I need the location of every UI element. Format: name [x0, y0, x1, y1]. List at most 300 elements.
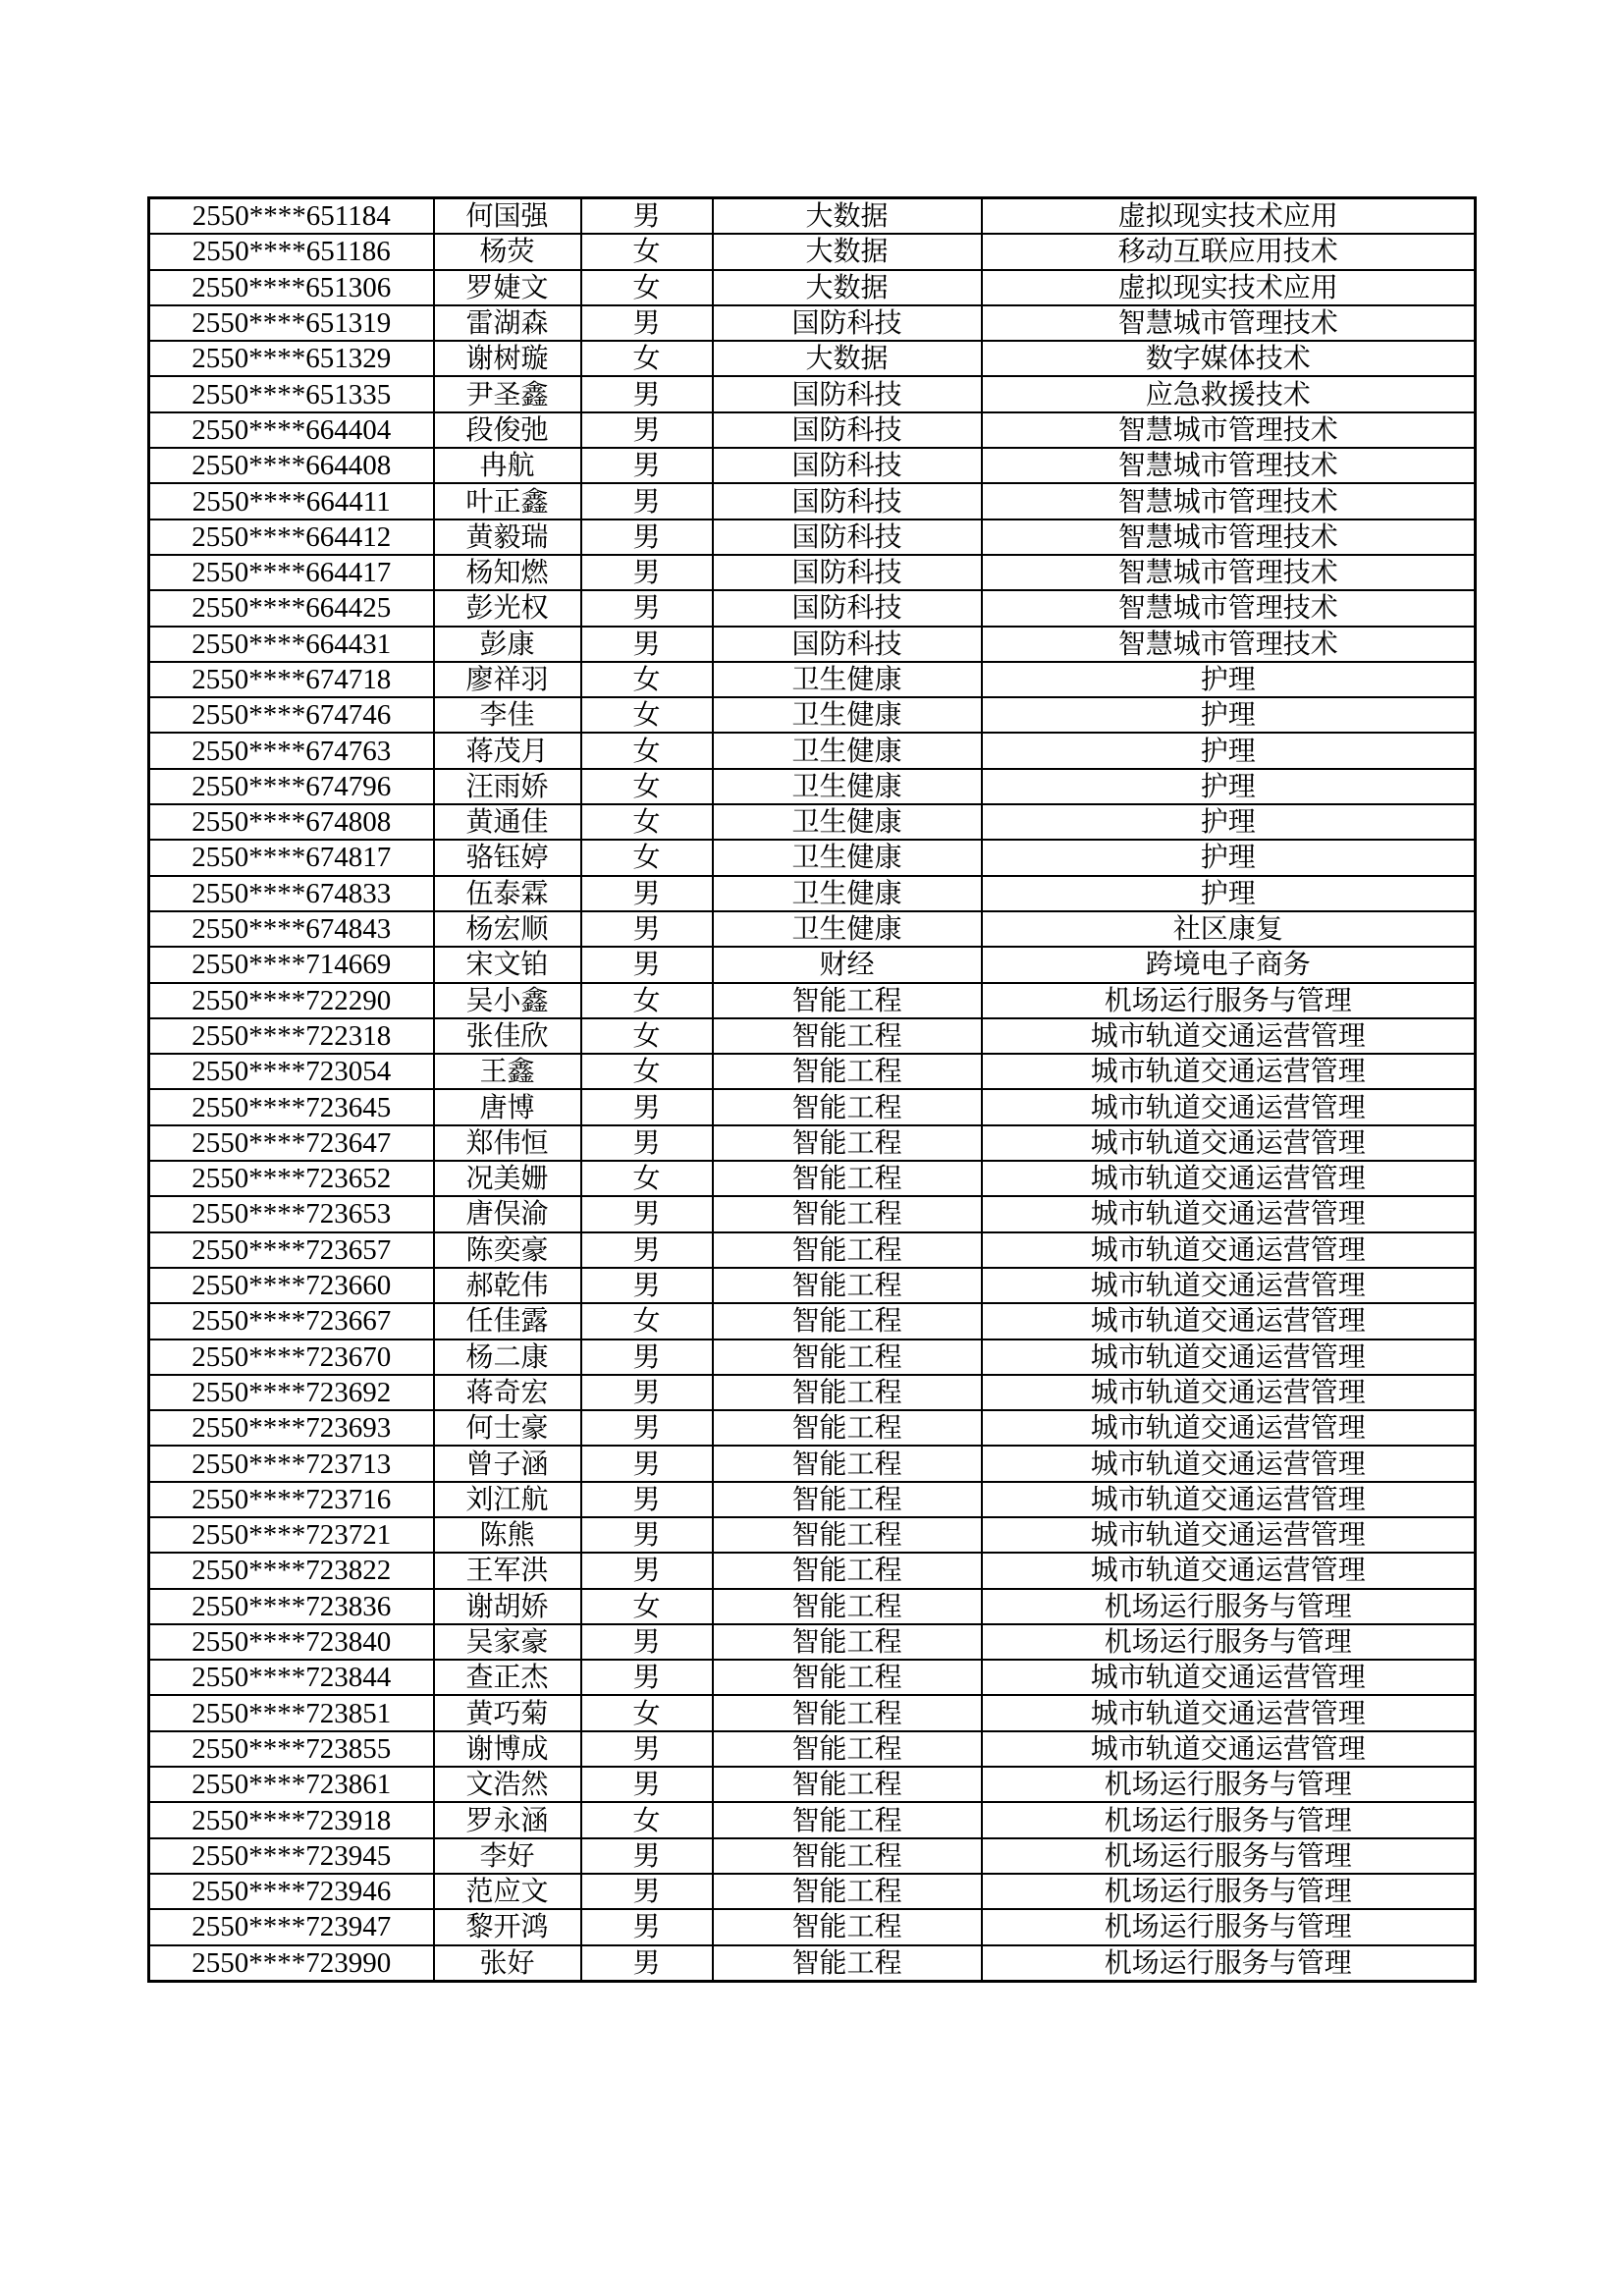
department-cell: 智能工程: [713, 1731, 982, 1767]
student-name-cell: 伍泰霖: [434, 876, 581, 911]
department-cell: 国防科技: [713, 627, 982, 662]
table-row: [149, 1624, 1476, 1660]
table-row: [149, 662, 1476, 697]
department-cell: 智能工程: [713, 1945, 982, 1982]
gender-cell: 女: [581, 733, 713, 768]
major-cell: 护理: [982, 769, 1476, 804]
student-name-cell: 雷湖森: [434, 305, 581, 341]
student-name-cell: 尹圣鑫: [434, 376, 581, 411]
major-cell: 城市轨道交通运营管理: [982, 1339, 1476, 1375]
gender-cell: 女: [581, 840, 713, 875]
student-id-cell: 2550****722318: [149, 1018, 434, 1054]
student-name-cell: 谢胡娇: [434, 1589, 581, 1624]
table-row: [149, 1089, 1476, 1124]
gender-cell: 男: [581, 1125, 713, 1161]
gender-cell: 女: [581, 1018, 713, 1054]
student-id-cell: 2550****723713: [149, 1446, 434, 1481]
major-cell: 数字媒体技术: [982, 341, 1476, 376]
department-cell: 智能工程: [713, 1125, 982, 1161]
department-cell: 智能工程: [713, 1054, 982, 1089]
major-cell: 智慧城市管理技术: [982, 483, 1476, 519]
table-row: [149, 983, 1476, 1018]
major-cell: 城市轨道交通运营管理: [982, 1018, 1476, 1054]
table-row: [149, 1482, 1476, 1517]
department-cell: 智能工程: [713, 1196, 982, 1231]
student-name-cell: 唐俣渝: [434, 1196, 581, 1231]
department-cell: 智能工程: [713, 1624, 982, 1660]
gender-cell: 男: [581, 412, 713, 448]
student-id-cell: 2550****723692: [149, 1375, 434, 1410]
major-cell: 城市轨道交通运营管理: [982, 1375, 1476, 1410]
student-name-cell: 彭光权: [434, 590, 581, 626]
department-cell: 智能工程: [713, 1446, 982, 1481]
student-id-cell: 2550****722290: [149, 983, 434, 1018]
student-name-cell: 王军洪: [434, 1553, 581, 1588]
table-row: [149, 1695, 1476, 1730]
gender-cell: 男: [581, 1446, 713, 1481]
table-row: [149, 1303, 1476, 1339]
major-cell: 城市轨道交通运营管理: [982, 1089, 1476, 1124]
gender-cell: 男: [581, 1375, 713, 1410]
department-cell: 国防科技: [713, 376, 982, 411]
gender-cell: 女: [581, 1303, 713, 1339]
gender-cell: 男: [581, 1196, 713, 1231]
table-row: [149, 947, 1476, 982]
gender-cell: 女: [581, 1802, 713, 1837]
table-row: [149, 1161, 1476, 1196]
department-cell: 智能工程: [713, 1517, 982, 1553]
major-cell: 移动互联应用技术: [982, 234, 1476, 269]
student-id-cell: 2550****723670: [149, 1339, 434, 1375]
student-name-cell: 蒋茂月: [434, 733, 581, 768]
student-name-cell: 何士豪: [434, 1410, 581, 1446]
table-row: [149, 412, 1476, 448]
gender-cell: 男: [581, 519, 713, 555]
department-cell: 大数据: [713, 270, 982, 305]
major-cell: 社区康复: [982, 911, 1476, 947]
table-row: [149, 840, 1476, 875]
student-name-cell: 郑伟恒: [434, 1125, 581, 1161]
major-cell: 机场运行服务与管理: [982, 1909, 1476, 1944]
major-cell: 城市轨道交通运营管理: [982, 1054, 1476, 1089]
student-id-cell: 2550****723918: [149, 1802, 434, 1837]
department-cell: 国防科技: [713, 519, 982, 555]
table-row: [149, 1589, 1476, 1624]
student-id-cell: 2550****664431: [149, 627, 434, 662]
major-cell: 护理: [982, 662, 1476, 697]
gender-cell: 女: [581, 983, 713, 1018]
major-cell: 机场运行服务与管理: [982, 983, 1476, 1018]
student-name-cell: 骆钰婷: [434, 840, 581, 875]
major-cell: 机场运行服务与管理: [982, 1874, 1476, 1909]
major-cell: 机场运行服务与管理: [982, 1802, 1476, 1837]
student-id-cell: 2550****674763: [149, 733, 434, 768]
gender-cell: 男: [581, 1410, 713, 1446]
major-cell: 智慧城市管理技术: [982, 448, 1476, 483]
table-row: [149, 448, 1476, 483]
student-id-cell: 2550****674817: [149, 840, 434, 875]
major-cell: 护理: [982, 804, 1476, 840]
department-cell: 智能工程: [713, 1303, 982, 1339]
department-cell: 国防科技: [713, 590, 982, 626]
student-name-cell: 蒋奇宏: [434, 1375, 581, 1410]
gender-cell: 女: [581, 234, 713, 269]
department-cell: 智能工程: [713, 1767, 982, 1802]
student-id-cell: 2550****723054: [149, 1054, 434, 1089]
student-name-cell: 杨二康: [434, 1339, 581, 1375]
student-id-cell: 2550****674833: [149, 876, 434, 911]
gender-cell: 男: [581, 555, 713, 590]
table-row: [149, 876, 1476, 911]
major-cell: 城市轨道交通运营管理: [982, 1553, 1476, 1588]
department-cell: 智能工程: [713, 1802, 982, 1837]
department-cell: 卫生健康: [713, 733, 982, 768]
major-cell: 城市轨道交通运营管理: [982, 1410, 1476, 1446]
gender-cell: 女: [581, 1695, 713, 1730]
student-name-cell: 李好: [434, 1838, 581, 1874]
roster-body: [149, 198, 1476, 1982]
department-cell: 大数据: [713, 198, 982, 235]
student-id-cell: 2550****723716: [149, 1482, 434, 1517]
student-id-cell: 2550****651306: [149, 270, 434, 305]
table-row: [149, 1018, 1476, 1054]
student-id-cell: 2550****723652: [149, 1161, 434, 1196]
student-name-cell: 黄巧菊: [434, 1695, 581, 1730]
table-row: [149, 769, 1476, 804]
student-name-cell: 黄通佳: [434, 804, 581, 840]
student-id-cell: 2550****723840: [149, 1624, 434, 1660]
table-row: [149, 341, 1476, 376]
table-row: [149, 305, 1476, 341]
student-name-cell: 段俊弛: [434, 412, 581, 448]
major-cell: 机场运行服务与管理: [982, 1624, 1476, 1660]
major-cell: 跨境电子商务: [982, 947, 1476, 982]
department-cell: 大数据: [713, 234, 982, 269]
table-row: [149, 590, 1476, 626]
major-cell: 智慧城市管理技术: [982, 627, 1476, 662]
student-name-cell: 谢博成: [434, 1731, 581, 1767]
student-id-cell: 2550****674808: [149, 804, 434, 840]
gender-cell: 男: [581, 376, 713, 411]
table-row: [149, 555, 1476, 590]
student-id-cell: 2550****664408: [149, 448, 434, 483]
student-id-cell: 2550****723645: [149, 1089, 434, 1124]
student-name-cell: 宋文铂: [434, 947, 581, 982]
student-id-cell: 2550****723844: [149, 1660, 434, 1695]
table-row: [149, 1375, 1476, 1410]
department-cell: 智能工程: [713, 1695, 982, 1730]
major-cell: 智慧城市管理技术: [982, 305, 1476, 341]
major-cell: 城市轨道交通运营管理: [982, 1731, 1476, 1767]
department-cell: 智能工程: [713, 1874, 982, 1909]
department-cell: 财经: [713, 947, 982, 982]
student-id-cell: 2550****714669: [149, 947, 434, 982]
major-cell: 机场运行服务与管理: [982, 1767, 1476, 1802]
gender-cell: 女: [581, 1161, 713, 1196]
table-row: [149, 1838, 1476, 1874]
gender-cell: 男: [581, 1945, 713, 1982]
table-row: [149, 270, 1476, 305]
student-id-cell: 2550****664411: [149, 483, 434, 519]
table-row: [149, 733, 1476, 768]
department-cell: 卫生健康: [713, 662, 982, 697]
department-cell: 国防科技: [713, 555, 982, 590]
department-cell: 国防科技: [713, 305, 982, 341]
major-cell: 智慧城市管理技术: [982, 555, 1476, 590]
major-cell: 城市轨道交通运营管理: [982, 1660, 1476, 1695]
student-id-cell: 2550****651329: [149, 341, 434, 376]
gender-cell: 男: [581, 1874, 713, 1909]
student-name-cell: 黎开鸿: [434, 1909, 581, 1944]
major-cell: 城市轨道交通运营管理: [982, 1161, 1476, 1196]
major-cell: 应急救援技术: [982, 376, 1476, 411]
major-cell: 城市轨道交通运营管理: [982, 1695, 1476, 1730]
department-cell: 国防科技: [713, 448, 982, 483]
table-row: [149, 1874, 1476, 1909]
student-id-cell: 2550****723990: [149, 1945, 434, 1982]
department-cell: 国防科技: [713, 412, 982, 448]
gender-cell: 男: [581, 590, 713, 626]
table-row: [149, 198, 1476, 235]
gender-cell: 男: [581, 198, 713, 235]
department-cell: 智能工程: [713, 1410, 982, 1446]
gender-cell: 男: [581, 876, 713, 911]
gender-cell: 女: [581, 769, 713, 804]
table-row: [149, 1660, 1476, 1695]
student-id-cell: 2550****674796: [149, 769, 434, 804]
student-id-cell: 2550****723861: [149, 1767, 434, 1802]
department-cell: 智能工程: [713, 1268, 982, 1303]
student-name-cell: 文浩然: [434, 1767, 581, 1802]
table-row: [149, 1446, 1476, 1481]
table-row: [149, 234, 1476, 269]
major-cell: 机场运行服务与管理: [982, 1838, 1476, 1874]
gender-cell: 男: [581, 1339, 713, 1375]
gender-cell: 女: [581, 1054, 713, 1089]
department-cell: 卫生健康: [713, 804, 982, 840]
student-id-cell: 2550****723667: [149, 1303, 434, 1339]
student-name-cell: 陈熊: [434, 1517, 581, 1553]
gender-cell: 男: [581, 1660, 713, 1695]
student-id-cell: 2550****651186: [149, 234, 434, 269]
table-row: [149, 1196, 1476, 1231]
gender-cell: 女: [581, 804, 713, 840]
major-cell: 智慧城市管理技术: [982, 412, 1476, 448]
table-row: [149, 376, 1476, 411]
department-cell: 智能工程: [713, 1909, 982, 1944]
department-cell: 卫生健康: [713, 840, 982, 875]
department-cell: 智能工程: [713, 1660, 982, 1695]
gender-cell: 男: [581, 305, 713, 341]
gender-cell: 男: [581, 1553, 713, 1588]
table-row: [149, 1767, 1476, 1802]
department-cell: 国防科技: [713, 483, 982, 519]
table-row: [149, 519, 1476, 555]
major-cell: 城市轨道交通运营管理: [982, 1196, 1476, 1231]
table-row: [149, 1553, 1476, 1588]
table-row: [149, 627, 1476, 662]
major-cell: 城市轨道交通运营管理: [982, 1482, 1476, 1517]
major-cell: 智慧城市管理技术: [982, 519, 1476, 555]
table-row: [149, 697, 1476, 733]
table-row: [149, 804, 1476, 840]
department-cell: 智能工程: [713, 1018, 982, 1054]
student-name-cell: 罗永涵: [434, 1802, 581, 1837]
student-name-cell: 何国强: [434, 198, 581, 235]
student-id-cell: 2550****723653: [149, 1196, 434, 1231]
department-cell: 智能工程: [713, 1838, 982, 1874]
student-id-cell: 2550****674843: [149, 911, 434, 947]
gender-cell: 女: [581, 662, 713, 697]
gender-cell: 女: [581, 1589, 713, 1624]
student-id-cell: 2550****723822: [149, 1553, 434, 1588]
gender-cell: 男: [581, 1909, 713, 1944]
student-id-cell: 2550****664404: [149, 412, 434, 448]
department-cell: 智能工程: [713, 983, 982, 1018]
student-id-cell: 2550****723693: [149, 1410, 434, 1446]
student-name-cell: 杨知燃: [434, 555, 581, 590]
student-id-cell: 2550****723945: [149, 1838, 434, 1874]
student-id-cell: 2550****664425: [149, 590, 434, 626]
table-row: [149, 1909, 1476, 1944]
department-cell: 智能工程: [713, 1375, 982, 1410]
student-name-cell: 杨宏顺: [434, 911, 581, 947]
student-name-cell: 刘江航: [434, 1482, 581, 1517]
table-row: [149, 1945, 1476, 1982]
major-cell: 护理: [982, 840, 1476, 875]
major-cell: 城市轨道交通运营管理: [982, 1268, 1476, 1303]
gender-cell: 男: [581, 1767, 713, 1802]
table-row: [149, 1339, 1476, 1375]
major-cell: 城市轨道交通运营管理: [982, 1125, 1476, 1161]
student-name-cell: 查正杰: [434, 1660, 581, 1695]
student-id-cell: 2550****723647: [149, 1125, 434, 1161]
table-row: [149, 1410, 1476, 1446]
gender-cell: 女: [581, 697, 713, 733]
student-name-cell: 张佳欣: [434, 1018, 581, 1054]
table-row: [149, 483, 1476, 519]
student-name-cell: 曾子涵: [434, 1446, 581, 1481]
student-name-cell: 罗婕文: [434, 270, 581, 305]
department-cell: 智能工程: [713, 1232, 982, 1268]
department-cell: 智能工程: [713, 1553, 982, 1588]
department-cell: 智能工程: [713, 1482, 982, 1517]
major-cell: 护理: [982, 733, 1476, 768]
major-cell: 虚拟现实技术应用: [982, 198, 1476, 235]
student-name-cell: 张好: [434, 1945, 581, 1982]
student-id-cell: 2550****651184: [149, 198, 434, 235]
table-row: [149, 1232, 1476, 1268]
student-name-cell: 吴家豪: [434, 1624, 581, 1660]
student-id-cell: 2550****723721: [149, 1517, 434, 1553]
table-row: [149, 1517, 1476, 1553]
student-id-cell: 2550****723947: [149, 1909, 434, 1944]
student-name-cell: 况美姗: [434, 1161, 581, 1196]
student-roster-table: [147, 196, 1477, 1983]
department-cell: 智能工程: [713, 1589, 982, 1624]
student-id-cell: 2550****651319: [149, 305, 434, 341]
student-name-cell: 李佳: [434, 697, 581, 733]
student-name-cell: 叶正鑫: [434, 483, 581, 519]
department-cell: 大数据: [713, 341, 982, 376]
gender-cell: 男: [581, 1482, 713, 1517]
gender-cell: 女: [581, 341, 713, 376]
student-name-cell: 郝乾伟: [434, 1268, 581, 1303]
table-row: [149, 911, 1476, 947]
table-row: [149, 1802, 1476, 1837]
gender-cell: 男: [581, 1232, 713, 1268]
major-cell: 城市轨道交通运营管理: [982, 1303, 1476, 1339]
student-id-cell: 2550****723836: [149, 1589, 434, 1624]
major-cell: 机场运行服务与管理: [982, 1589, 1476, 1624]
major-cell: 城市轨道交通运营管理: [982, 1232, 1476, 1268]
student-name-cell: 杨荧: [434, 234, 581, 269]
student-name-cell: 陈奕豪: [434, 1232, 581, 1268]
student-name-cell: 彭康: [434, 627, 581, 662]
student-id-cell: 2550****664417: [149, 555, 434, 590]
student-name-cell: 范应文: [434, 1874, 581, 1909]
table-row: [149, 1125, 1476, 1161]
student-name-cell: 廖祥羽: [434, 662, 581, 697]
table-row: [149, 1268, 1476, 1303]
student-id-cell: 2550****723660: [149, 1268, 434, 1303]
gender-cell: 男: [581, 1624, 713, 1660]
student-id-cell: 2550****723657: [149, 1232, 434, 1268]
major-cell: 机场运行服务与管理: [982, 1945, 1476, 1982]
department-cell: 卫生健康: [713, 769, 982, 804]
gender-cell: 男: [581, 448, 713, 483]
student-id-cell: 2550****674718: [149, 662, 434, 697]
student-id-cell: 2550****651335: [149, 376, 434, 411]
major-cell: 虚拟现实技术应用: [982, 270, 1476, 305]
major-cell: 护理: [982, 697, 1476, 733]
student-name-cell: 冉航: [434, 448, 581, 483]
gender-cell: 男: [581, 911, 713, 947]
student-name-cell: 王鑫: [434, 1054, 581, 1089]
student-id-cell: 2550****723851: [149, 1695, 434, 1730]
department-cell: 智能工程: [713, 1339, 982, 1375]
gender-cell: 男: [581, 483, 713, 519]
student-name-cell: 谢树璇: [434, 341, 581, 376]
student-name-cell: 任佳露: [434, 1303, 581, 1339]
student-id-cell: 2550****664412: [149, 519, 434, 555]
gender-cell: 女: [581, 270, 713, 305]
gender-cell: 男: [581, 947, 713, 982]
major-cell: 护理: [982, 876, 1476, 911]
major-cell: 智慧城市管理技术: [982, 590, 1476, 626]
student-id-cell: 2550****723855: [149, 1731, 434, 1767]
student-id-cell: 2550****674746: [149, 697, 434, 733]
gender-cell: 男: [581, 627, 713, 662]
major-cell: 城市轨道交通运营管理: [982, 1446, 1476, 1481]
gender-cell: 男: [581, 1838, 713, 1874]
department-cell: 智能工程: [713, 1089, 982, 1124]
department-cell: 卫生健康: [713, 876, 982, 911]
student-id-cell: 2550****723946: [149, 1874, 434, 1909]
gender-cell: 男: [581, 1731, 713, 1767]
table-row: [149, 1054, 1476, 1089]
gender-cell: 男: [581, 1517, 713, 1553]
student-name-cell: 汪雨娇: [434, 769, 581, 804]
department-cell: 卫生健康: [713, 697, 982, 733]
gender-cell: 男: [581, 1089, 713, 1124]
table-row: [149, 1731, 1476, 1767]
department-cell: 智能工程: [713, 1161, 982, 1196]
department-cell: 卫生健康: [713, 911, 982, 947]
student-name-cell: 黄毅瑞: [434, 519, 581, 555]
gender-cell: 男: [581, 1268, 713, 1303]
student-name-cell: 吴小鑫: [434, 983, 581, 1018]
